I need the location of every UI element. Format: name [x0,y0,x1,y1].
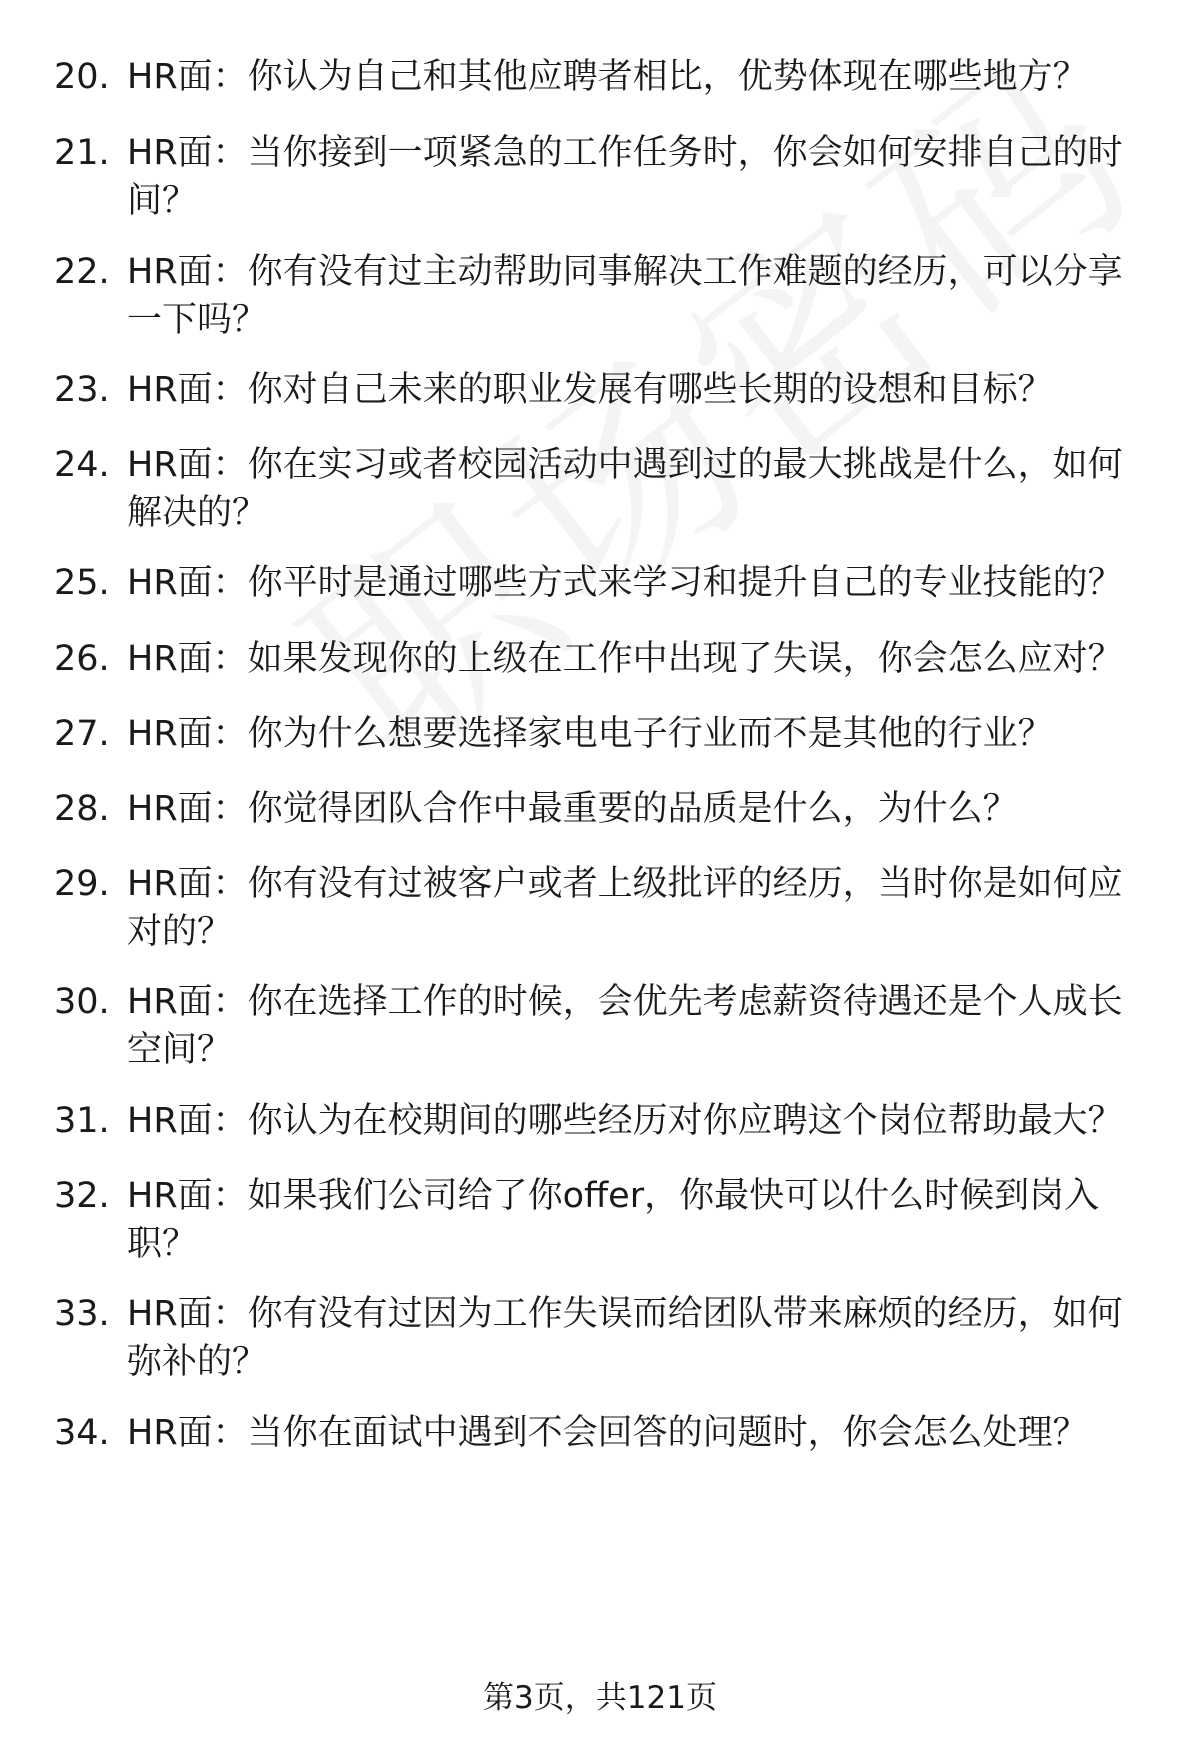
item-number: 32. [54,1176,110,1216]
item-text: HR面：你认为自己和其他应聘者相比，优势体现在哪些地方？ [127,57,1088,97]
item-text: HR面：你有没有过被客户或者上级批评的经历，当时你是如何应对的？ [127,864,1123,952]
item-text: HR面：你为什么想要选择家电电子行业而不是其他的行业？ [127,714,1053,754]
item-number: 34. [54,1413,110,1453]
item-text: HR面：你在实习或者校园活动中遇到过的最大挑战是什么，如何解决的？ [127,445,1123,533]
item-number: 23. [54,370,110,410]
item-text: HR面：你觉得团队合作中最重要的品质是什么，为什么？ [127,789,1018,829]
page-footer: 第3页，共121页 [483,1680,717,1716]
item-text: HR面：你认为在校期间的哪些经历对你应聘这个岗位帮助最大？ [127,1101,1123,1141]
item-text: HR面：你有没有过主动帮助同事解决工作难题的经历，可以分享一下吗？ [127,252,1123,340]
item-number: 24. [54,445,110,485]
item-text: HR面：你平时是通过哪些方式来学习和提升自己的专业技能的？ [127,563,1123,603]
item-number: 33. [54,1294,110,1334]
item-number: 30. [54,982,110,1022]
item-text: HR面：当你在面试中遇到不会回答的问题时，你会怎么处理？ [127,1413,1088,1453]
item-number: 26. [54,639,110,679]
item-number: 29. [54,864,110,904]
item-text: HR面：当你接到一项紧急的工作任务时，你会如何安排自己的时间？ [127,133,1123,221]
item-text: HR面：如果发现你的上级在工作中出现了失误，你会怎么应对？ [127,639,1123,679]
item-text: HR面：如果我们公司给了你offer，你最快可以什么时候到岗入职？ [127,1176,1100,1264]
item-number: 22. [54,252,110,292]
item-text: HR面：你在选择工作的时候，会优先考虑薪资待遇还是个人成长空间？ [127,982,1123,1070]
item-text: HR面：你有没有过因为工作失误而给团队带来麻烦的经历，如何弥补的？ [127,1294,1123,1382]
item-number: 28. [54,789,110,829]
item-number: 27. [54,714,110,754]
item-number: 20. [54,57,110,97]
item-number: 31. [54,1101,110,1141]
item-number: 21. [54,133,110,173]
item-text: HR面：你对自己未来的职业发展有哪些长期的设想和目标？ [127,370,1053,410]
item-number: 25. [54,563,110,603]
